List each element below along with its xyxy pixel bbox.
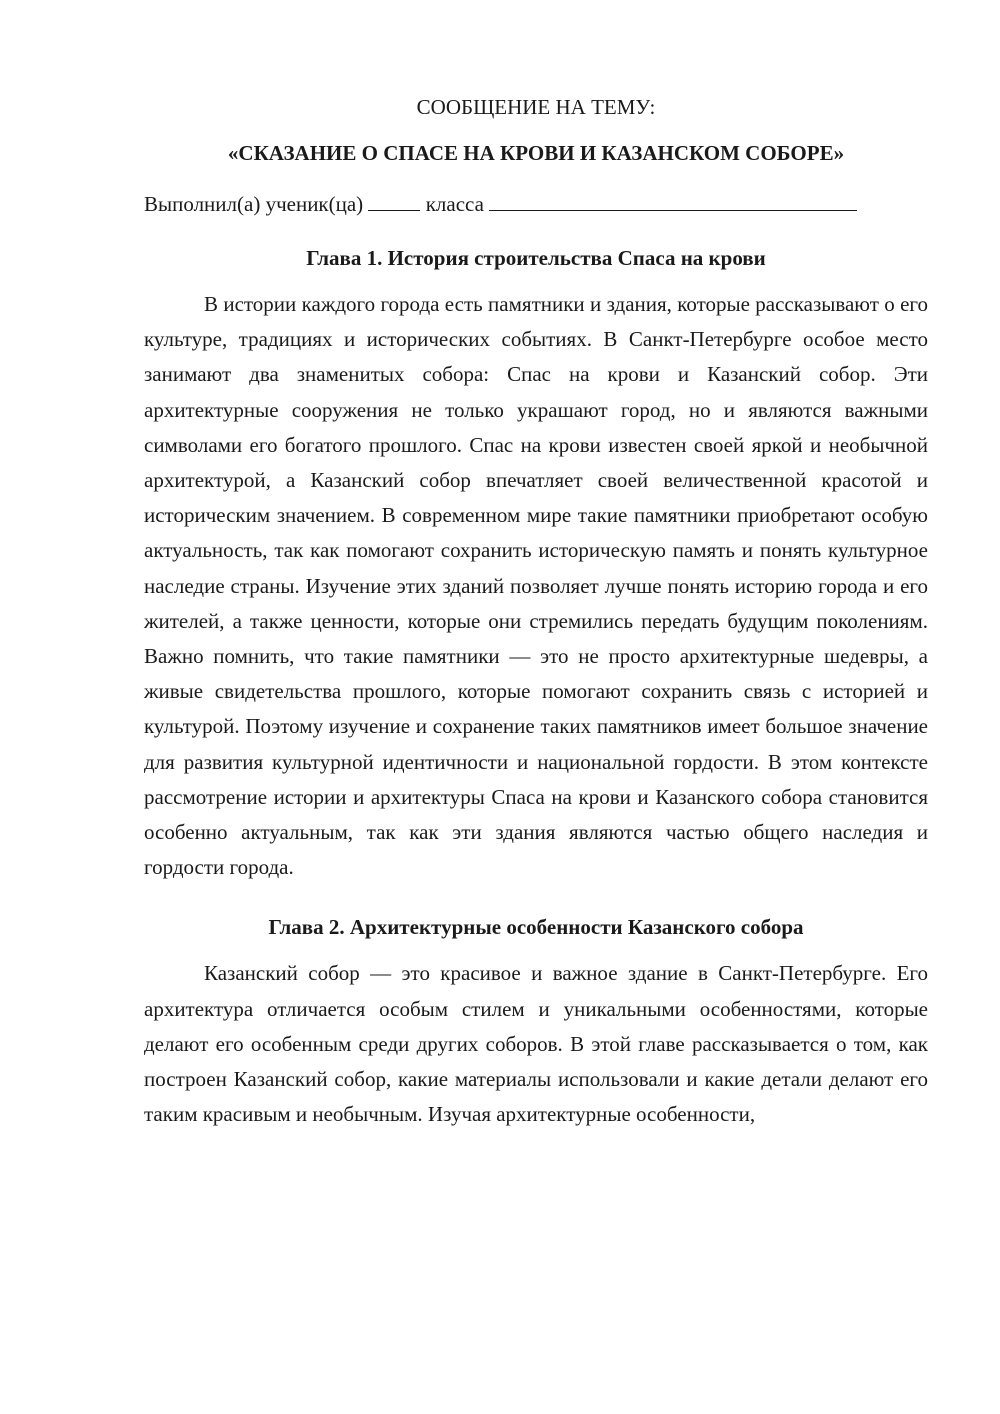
author-label: Выполнил(а) ученик(ца) (144, 192, 364, 216)
document-header: СООБЩЕНИЕ НА ТЕМУ: (416, 95, 656, 119)
grade-blank (368, 188, 420, 211)
name-blank (489, 188, 857, 211)
document-title: «СКАЗАНИЕ О СПАСЕ НА КРОВИ И КАЗАНСКОМ СОБОРЕ» (227, 141, 845, 165)
chapter-2-paragraph: Казанский собор — это красивое и важное здание в Санкт-Петербурге. Его архитектура отличается особым стилем и уникальными особенностями, которые делают его особенным среди других соборов. В этой главе рассказывается о том, как построен Казанский собор, какие материалы использовали и какие детали делают его таким красивым и необычным. Изучая архитектурные особенности, (144, 961, 928, 1127)
chapter-1-paragraph: В истории каждого города есть памятники и здания, которые рассказывают о его культуре, традициях и исторических событиях. В Санкт-Петербурге особое место занимают два знаменитых собора: Спас на крови и Казанский собор. Эти архитектурные сооружения не только украшают город, но и являются важными символами его богатого прошлого. Спас на крови известен своей яркой и необычной архитектурой, а Казанский собор впечатляет своей величественной красотой и историческим значением. В современном мире такие памятники приобретают особую актуальность, так как помогают сохранить историческую память и понять культурное наследие страны. Изучение этих зданий позволяет лучше понять историю города и его жителей, а также ценности, которые они стремились передать будущим поколениям. Важно помнить, что такие памятники — это не просто архитектурные шедевры, а живые свидетельства прошлого, которые помогают сохранить связь с историей и культурой. Поэтому изучение и сохранение таких памятников имеет большое значение для развития культурной идентичности и национальной гордости. В этом контексте рассмотрение истории и архитектуры Спаса на крови и Казанского собора становится особенно актуальным, так как эти здания являются частью общего наследия и гордости города. (144, 292, 928, 880)
author-line (144, 188, 928, 219)
document-page (144, 92, 928, 1132)
chapter-2-title: Глава 2. Архитектурные особенности Казанского собора (268, 915, 804, 940)
chapter-1-title: Глава 1. История строительства Спаса на крови (306, 246, 766, 270)
class-label: класса (425, 192, 484, 216)
